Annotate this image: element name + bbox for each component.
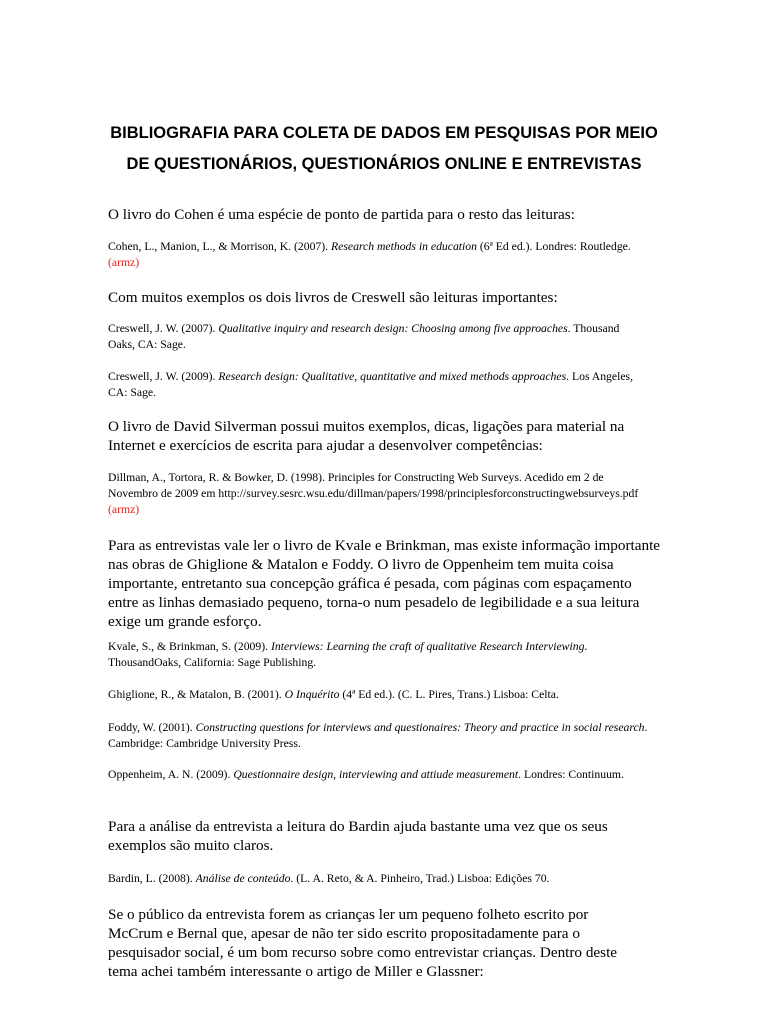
reference-dillman-tag: (armz) — [108, 503, 140, 516]
reference-cohen-title: Research methods in education — [331, 240, 477, 253]
reference-foddy-authors: Foddy, W. (2001). — [108, 721, 196, 734]
reference-creswell-2007-title: Qualitative inquiry and research design: Choosing among five approaches — [218, 322, 568, 335]
reference-bardin-title: Análise de conteúdo — [195, 872, 291, 885]
document-title-line-1: BIBLIOGRAFIA PARA COLETA DE DADOS EM PESQUISAS POR MEIO — [110, 124, 658, 142]
document-title-line-2: DE QUESTIONÁRIOS, QUESTIONÁRIOS ONLINE E ENTREVISTAS — [126, 155, 642, 173]
paragraph-children-interviews: Se o público da entrevista forem as crianças ler um pequeno folheto escrito por McCrum e Bernal que, apesar de não ter sido escrito propositadamente para o pesquisador social, é um bom recurso sobre como entrevistar crianças. Dentro deste tema achei também interessante o artigo de Miller e Glassner: — [108, 906, 618, 980]
reference-cohen-authors: Cohen, L., Manion, L., & Morrison, K. (2007). — [108, 240, 332, 253]
reference-creswell-2009-publisher: . Los Angeles, CA: Sage. — [108, 370, 633, 399]
reference-cohen-publisher: (6ª Ed ed.). Londres: Routledge. — [476, 240, 631, 253]
reference-oppenheim-title: Questionnaire design, interviewing and attiude measurement — [233, 768, 519, 781]
paragraph-bardin: Para a análise da entrevista a leitura do Bardin ajuda bastante uma vez que os seus exemplos são muito claros. — [108, 818, 608, 854]
reference-kvale — [108, 639, 643, 671]
reference-bardin-publisher: . (L. A. Reto, & A. Pinheiro, Trad.) Lisboa: Edições 70. — [290, 872, 550, 885]
reference-kvale-authors: Kvale, S., & Brinkman, S. (2009). — [108, 640, 271, 653]
reference-ghiglione — [108, 687, 643, 703]
reference-ghiglione-publisher: (4ª Ed ed.). (C. L. Pires, Trans.) Lisboa: Celta. — [339, 688, 559, 701]
reference-creswell-2009-authors: Creswell, J. W. (2009). — [108, 370, 219, 383]
reference-ghiglione-title: O Inquérito — [284, 688, 340, 701]
reference-creswell-2007-publisher: . Thousand Oaks, CA: Sage. — [108, 322, 620, 351]
reference-dillman — [108, 470, 656, 518]
paragraph-creswell-intro: Com muitos exemplos os dois livros de Creswell são leituras importantes: — [108, 289, 558, 306]
reference-cohen — [108, 239, 643, 271]
reference-bardin-authors: Bardin, L. (2008). — [108, 872, 196, 885]
reference-ghiglione-authors: Ghiglione, R., & Matalon, B. (2001). — [108, 688, 285, 701]
reference-oppenheim-publisher: . Londres: Continuum. — [518, 768, 624, 781]
reference-oppenheim-authors: Oppenheim, A. N. (2009). — [108, 768, 234, 781]
paragraph-silverman: O livro de David Silverman possui muitos exemplos, dicas, ligações para material na Internet e exercícios de escrita para ajudar a desenvolver competências: — [108, 418, 625, 454]
reference-creswell-2007 — [108, 321, 643, 353]
reference-bardin — [108, 871, 643, 887]
reference-foddy — [108, 720, 656, 752]
paragraph-interviews: Para as entrevistas vale ler o livro de Kvale e Brinkman, mas existe informação importante nas obras de Ghiglione & Matalon e Foddy. O livro de Oppenheim tem muita coisa importante, entretanto sua concepção gráfica é pesada, com páginas com espaçamento entre as linhas demasiado pequeno, torna-o num pesadelo de legibilidade e a sua leitura exige um grande esforço. — [108, 537, 661, 630]
reference-kvale-title: Interviews: Learning the craft of qualitative Research Interviewing — [270, 640, 585, 653]
reference-creswell-2009 — [108, 369, 643, 401]
reference-oppenheim — [108, 767, 643, 783]
reference-foddy-publisher: . Cambridge: Cambridge University Press. — [108, 721, 648, 750]
reference-kvale-publisher: . ThousandOaks, California: Sage Publishing. — [108, 640, 588, 669]
reference-foddy-title: Constructing questions for interviews and questionaires: Theory and practice in social research — [195, 721, 645, 734]
paragraph-cohen-intro: O livro do Cohen é uma espécie de ponto de partida para o resto das leituras: — [108, 206, 575, 223]
reference-creswell-2007-authors: Creswell, J. W. (2007). — [108, 322, 219, 335]
reference-creswell-2009-title: Research design: Qualitative, quantitative and mixed methods approaches — [218, 370, 567, 383]
reference-dillman-text: Dillman, A., Tortora, R. & Bowker, D. (1998). Principles for Constructing Web Surveys. Acedido em 2 de Novembro de 2009 em http://survey.sesrc.wsu.edu/dillman/papers/1998/principlesforconstructingwebsurveys.pdf — [108, 471, 639, 500]
reference-cohen-tag: (armz) — [108, 256, 140, 269]
